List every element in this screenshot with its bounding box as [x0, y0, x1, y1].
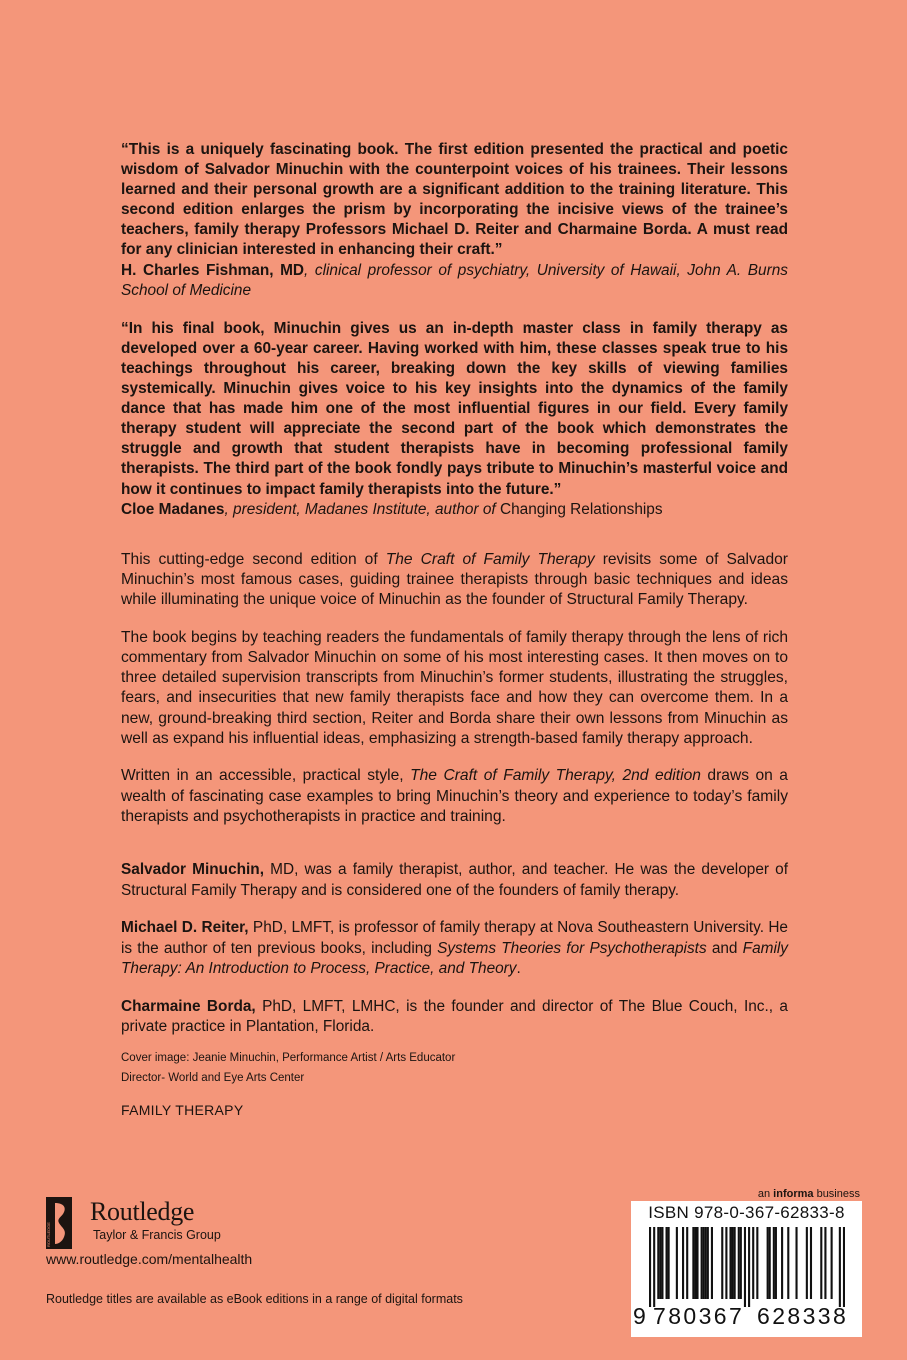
barcode-bar	[767, 1227, 769, 1299]
description-text: This cutting-edge second edition of	[121, 550, 386, 568]
barcode-bar	[744, 1227, 746, 1307]
barcode-bar	[661, 1227, 663, 1299]
description-text: Written in an accessible, practical style,	[121, 767, 411, 785]
publisher-name: Routledge	[90, 1197, 195, 1226]
barcode-bar	[729, 1227, 731, 1299]
bio-text: PhD, LMFT, is professor of family therapy at Nova Southeastern University. He is the author of ten previous books, including	[121, 919, 788, 957]
barcode-bar	[686, 1227, 688, 1299]
endorsement-attribution-1	[121, 261, 788, 301]
bio-text: PhD, LMFT, LMHC, is the founder and director of The Blue Couch, Inc., a private practice in Plantation, Florida.	[121, 997, 788, 1036]
author-name: Salvador Minuchin,	[121, 861, 264, 879]
barcode-bar	[703, 1227, 705, 1299]
author-name: Charmaine Borda,	[121, 997, 256, 1015]
endorser-book-2: Changing Relationships	[500, 500, 663, 518]
isbn-barcode	[631, 1201, 862, 1337]
cover-image-credit	[121, 1048, 788, 1088]
barcode-bar	[773, 1227, 775, 1299]
barcode-bar	[738, 1227, 740, 1299]
barcode-bar	[666, 1227, 668, 1299]
back-cover-content	[121, 140, 788, 1118]
barcode-bar	[696, 1227, 698, 1299]
barcode-bar	[775, 1227, 777, 1299]
author-bio-borda	[121, 997, 788, 1038]
barcode-bar	[787, 1227, 789, 1299]
routledge-logo-icon	[46, 1197, 72, 1249]
endorser-role-1: , clinical professor of psychiatry, University of Hawaii, John A. Burns School of Medicine	[121, 261, 788, 299]
publisher-logo	[46, 1193, 306, 1253]
barcode-bar	[676, 1227, 678, 1299]
barcode-bar	[701, 1227, 703, 1299]
description-paragraph-3	[121, 766, 788, 827]
endorsement-quote-2: “In his final book, Minuchin gives us an in-depth master class in family therapy as developed over a 60-year career. Having worked with him, these classes speak true to his teachings throughout his career, breaking down the key skills of viewing families systemically. Minuchin gives voice to his key insights into the dynamics of the family dance that has made him one of the most influential figures in our field. Every family therapy student will appreciate the second part of the book which demonstrates the struggle and growth that student therapists have in becoming professional family therapists. The third part of the book fondly pays tribute to Minuchin’s masterful voice and how it continues to impact family therapists into the future.”	[121, 319, 788, 498]
ebook-note: Routledge titles are available as eBook editions in a range of digital formats	[46, 1292, 463, 1306]
barcode-bar	[756, 1227, 758, 1299]
endorsement-block-2	[121, 319, 788, 520]
author-name: Michael D. Reiter,	[121, 919, 249, 937]
barcode-lead-digit: 9	[633, 1303, 646, 1329]
book-title: Family Therapy: An Introduction to Process, Practice, and Theory	[121, 939, 788, 978]
bio-text: MD, was a family therapist, author, and teacher. He was the developer of Structural Family Therapy and is considered one of the founders of family therapy.	[121, 861, 788, 899]
barcode-bar	[795, 1227, 797, 1299]
book-title: The Craft of Family Therapy, 2nd edition	[410, 767, 701, 785]
endorsement-quote-1: “This is a uniquely fascinating book. The first edition presented the practical and poetic wisdom of Salvador Minuchin with the counterpoint voices of his trainees. Their lessons learned and their personal growth are a significant addition to the training literature. This second edition enlarges the prism by incorporating the incisive views of the trainee’s teachers, family therapy Professors Michael D. Reiter and Charmaine Borda. A must read for any clinician interested in enhancing their craft.”	[121, 141, 788, 259]
endorser-name-2: Cloe Madanes	[121, 500, 225, 518]
barcode-bar	[734, 1227, 736, 1299]
bio-text: and	[706, 939, 743, 957]
informa-business-label	[758, 1188, 860, 1200]
barcode-bar	[820, 1227, 822, 1299]
description-paragraph-2: The book begins by teaching readers the fundamentals of family therapy through the lens of rich commentary from Salvador Minuchin on some of his most interesting cases. It then moves on to three detailed supervision transcripts from Minuchin’s former students, illustrating the struggles, fears, and insecurities that new family therapists face and how they can overcome them. In a new, ground-breaking third section, Reiter and Borda share their own lessons from Minuchin as well as expand his influential ideas, emphasizing a strength-based family therapy approach.	[121, 628, 788, 748]
barcode-bar	[649, 1227, 651, 1307]
barcode-left-group: 780367	[653, 1303, 745, 1329]
barcode-bar	[839, 1227, 841, 1307]
endorser-name-1: H. Charles Fishman, MD	[121, 261, 305, 279]
barcode-bar	[769, 1227, 771, 1299]
barcode-bar	[752, 1227, 754, 1299]
informa-brand: informa	[773, 1188, 814, 1200]
cover-credit-line-2: Director- World and Eye Arts Center	[121, 1071, 305, 1084]
logo-vertical-text: ROUTLEDGE	[46, 1222, 51, 1247]
barcode-bar	[831, 1227, 833, 1299]
cover-credit-line-1: Cover image: Jeanie Minuchin, Performance Artist / Arts Educator	[121, 1051, 456, 1064]
barcode-bar	[721, 1227, 723, 1299]
book-title: The Craft of Family Therapy	[385, 550, 595, 568]
barcode-bar	[707, 1227, 709, 1299]
description-text: draws on a wealth of fascinating case examples to bring Minuchin’s theory and experience to today’s family therapists and psychotherapists in practice and training.	[121, 767, 788, 825]
barcode-bar	[711, 1227, 713, 1299]
barcode-bar	[824, 1227, 826, 1299]
author-bio-minuchin	[121, 860, 788, 901]
barcode-bar	[668, 1227, 670, 1299]
barcode-bar	[810, 1227, 812, 1299]
endorser-role-2: , president, Madanes Institute, author of	[224, 500, 496, 518]
barcode-bar	[692, 1227, 694, 1299]
barcode-bar	[657, 1227, 659, 1299]
publisher-url[interactable]: www.routledge.com/mentalhealth	[46, 1251, 253, 1267]
book-title: Systems Theories for Psychotherapists	[437, 939, 707, 957]
subject-category: FAMILY THERAPY	[121, 1101, 244, 1118]
barcode-bar	[659, 1227, 661, 1299]
bio-text: .	[516, 960, 521, 978]
informa-suffix: business	[813, 1188, 860, 1200]
barcode-bar	[653, 1227, 655, 1307]
publisher-subtitle: Taylor & Francis Group	[93, 1228, 221, 1242]
informa-prefix: an	[757, 1188, 774, 1200]
author-bio-reiter	[121, 918, 788, 980]
barcode-bar	[748, 1227, 750, 1307]
barcode-bar	[732, 1227, 734, 1299]
barcode-bar	[740, 1227, 742, 1299]
barcode-right-group: 628338	[757, 1303, 849, 1329]
barcode-bar	[682, 1227, 684, 1299]
barcode-bar	[843, 1227, 845, 1307]
barcode-bars	[649, 1227, 845, 1307]
barcode-bar	[705, 1227, 707, 1299]
barcode-bar	[694, 1227, 696, 1299]
barcode-bar	[725, 1227, 727, 1299]
isbn-label: ISBN 978-0-367-62833-8	[648, 1203, 845, 1222]
endorsement-attribution-2	[121, 500, 788, 520]
description-paragraph-1	[121, 550, 788, 611]
barcode-bar	[806, 1227, 808, 1299]
barcode-bar	[781, 1227, 783, 1299]
description-text: revisits some of Salvador Minuchin’s most famous cases, guiding trainee therapists through basic techniques and ideas while illuminating the unique voice of Minuchin as the founder of Structural Family Therapy.	[121, 550, 788, 609]
